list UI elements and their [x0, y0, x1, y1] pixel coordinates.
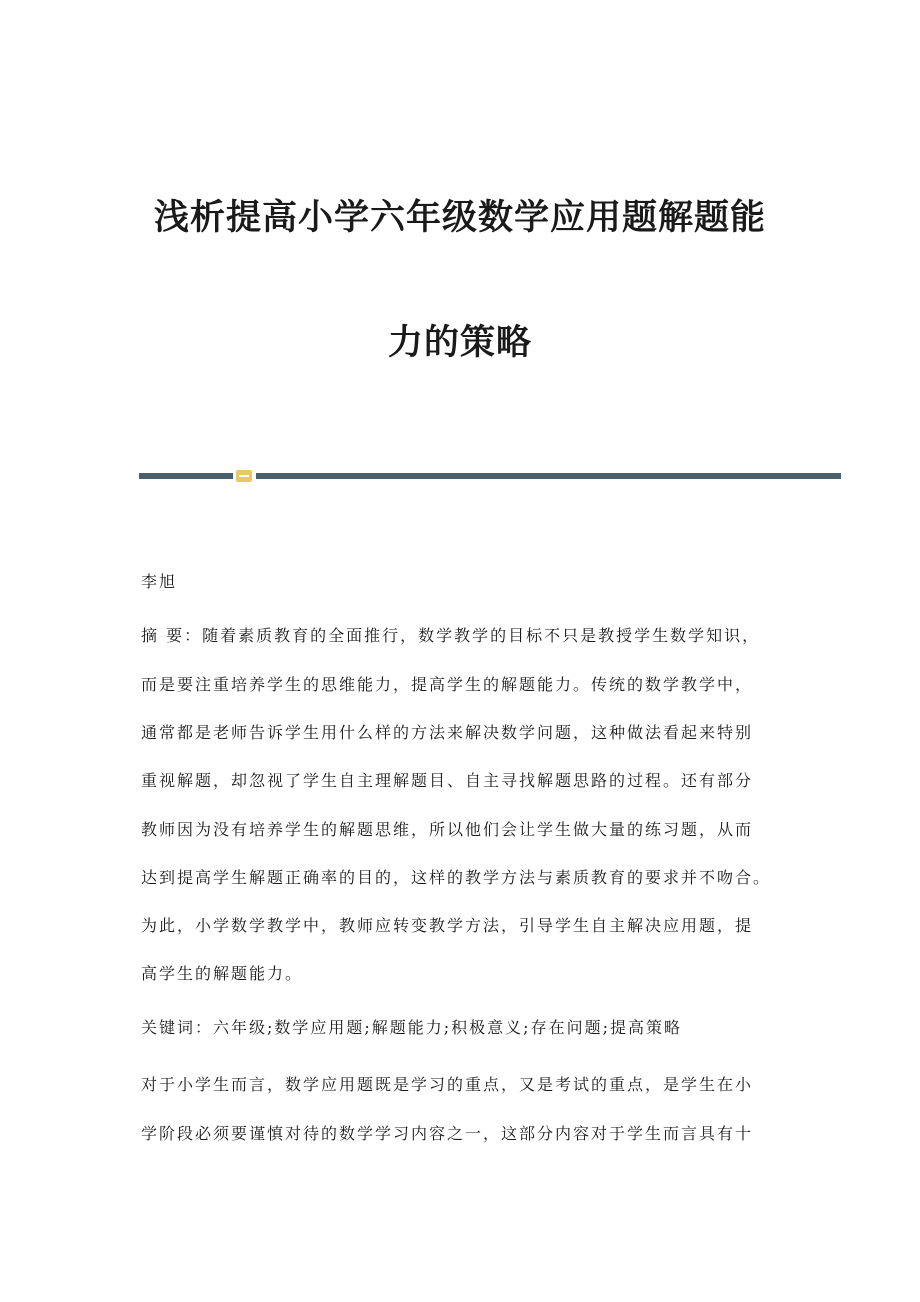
keywords: 关键词：六年级;数学应用题;解题能力;积极意义;存在问题;提高策略: [141, 1018, 682, 1037]
abstract-line: 摘 要：随着素质教育的全面推行，数学教学的目标不只是教授学生数学知识，: [141, 626, 761, 645]
abstract-line: 重视解题，却忽视了学生自主理解题目、自主寻找解题思路的过程。还有部分: [141, 771, 754, 790]
document-title-line-2: 力的策略: [387, 322, 532, 363]
author-name: 李旭: [141, 572, 178, 591]
body-line: 对于小学生而言，数学应用题既是学习的重点，又是考试的重点，是学生在小: [141, 1075, 754, 1094]
body-line: 学阶段必须要谨慎对待的数学学习内容之一，这部分内容对于学生而言具有十: [141, 1124, 754, 1143]
divider-bar-left: [139, 473, 233, 479]
abstract-line: 为此，小学数学教学中，教师应转变教学方法，引导学生自主解决应用题，提: [141, 916, 754, 935]
title-divider: [139, 470, 841, 482]
divider-bar-right: [256, 473, 841, 479]
document-title-line-1: 浅析提高小学六年级数学应用题解题能: [153, 197, 766, 238]
abstract-line: 通常都是老师告诉学生用什么样的方法来解决数学问题，这种做法看起来特别: [141, 723, 754, 742]
abstract-line: 教师因为没有培养学生的解题思维，所以他们会让学生做大量的练习题，从而: [141, 820, 754, 839]
abstract-line: 达到提高学生解题正确率的目的，这样的教学方法与素质教育的要求并不吻合。: [141, 868, 772, 887]
divider-ornament-icon: [236, 470, 252, 482]
abstract-line: 高学生的解题能力。: [141, 964, 304, 983]
abstract-line: 而是要注重培养学生的思维能力，提高学生的解题能力。传统的数学教学中，: [141, 675, 754, 694]
